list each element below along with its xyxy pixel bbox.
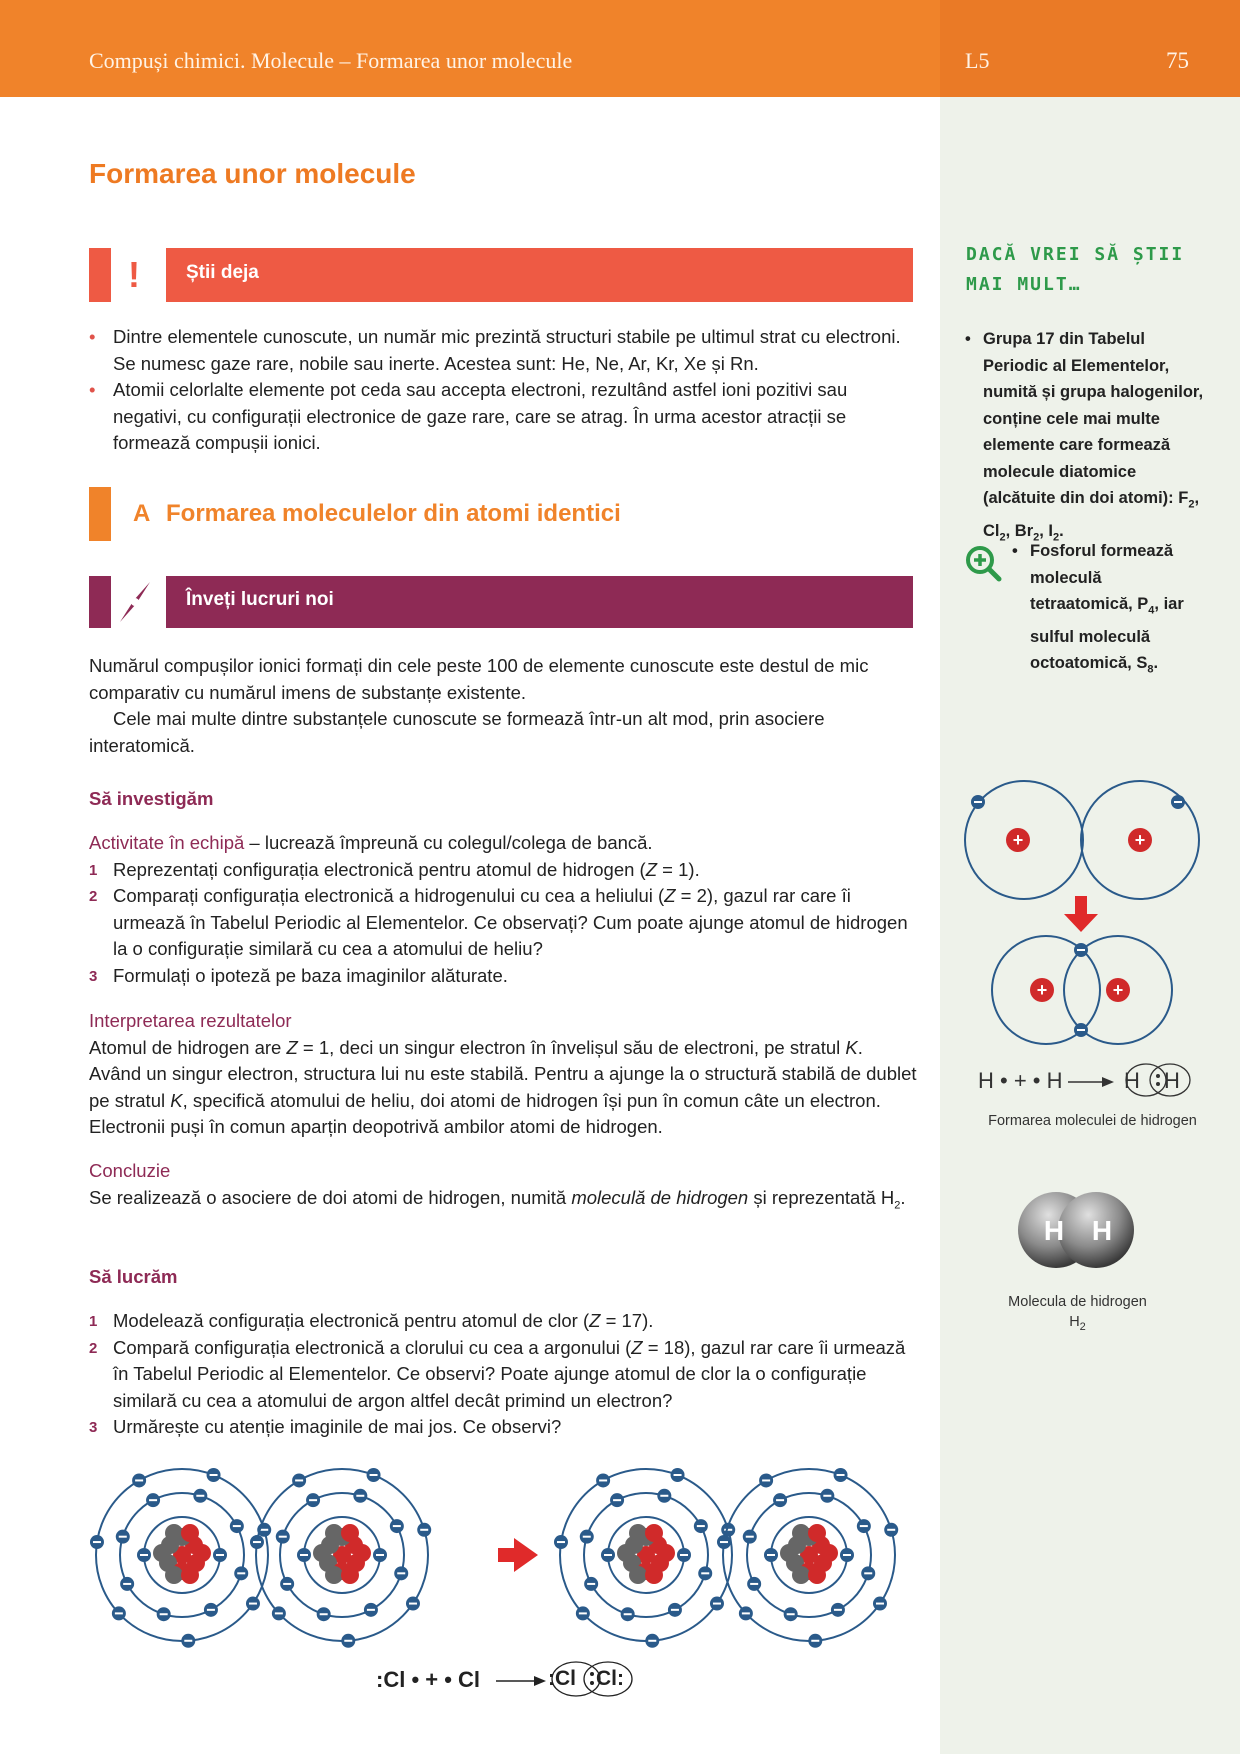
arrow-right-icon [496, 1673, 546, 1689]
list-item: • Fosforul formează moleculă tetraatomică, $P_4$, iar sulful moleculă octoatomică, $S_8$. [1012, 538, 1202, 683]
activity-line [89, 830, 917, 857]
electron-minus [887, 1529, 895, 1531]
electron-minus [674, 1474, 682, 1476]
nucleon [808, 1566, 826, 1584]
electron-minus [660, 1495, 668, 1497]
electron-minus [599, 1479, 607, 1481]
lewis-chlorine: :Cl • + • Cl [376, 1667, 481, 1692]
electron-minus [207, 1609, 215, 1611]
interpretare-block [89, 1008, 917, 1141]
electron-minus [253, 1541, 261, 1543]
electron-minus [283, 1583, 291, 1585]
electron-minus [720, 1541, 728, 1543]
electron-minus [811, 1640, 819, 1642]
electron-minus [579, 1612, 587, 1614]
electron-minus [93, 1541, 101, 1543]
sidebar-list-2 [1012, 538, 1202, 683]
paragraph: Atomul de hidrogen are Z = 1, deci un singur electron în învelișul său de electroni, pe stratul K. Având un singur electron, structura lui nu este stabilă. Pentru a ajunge la o structură stabilă de dublet pe stratul K, specifică atomului de heliu, doi atomi de hidrogen își pun în comun câte un electron. Electronii puși în comun aparțin deopotrivă ambilor atomi de hidrogen. [89, 1036, 917, 1137]
electron-minus [249, 1603, 257, 1605]
electron-minus [184, 1640, 192, 1642]
interpretare-title: Interpretarea rezultatelor [89, 1010, 292, 1031]
electron-minus [320, 1613, 328, 1615]
stii-deja-list [89, 324, 917, 457]
chlorine-atoms-diagram [86, 1460, 916, 1650]
list-item: • Grupa 17 din Tabelul Periodic al Elementelor, numită și grupa halogenilor, conține cele mai multe elemente care formează molecule diatomice (alcătuite din doi atomi): $F_2$, $Cl_2$, $Br_2$, $I_2$. [965, 326, 1205, 551]
nucleon [153, 1544, 171, 1562]
list-item: 2 Comparați configurația electronică a hidrogenului cu cea a heliului (Z = 2), gazul rar care îi urmează în Tabelul Periodic al Elementelor. Ce observați? Cum poate ajunge atomul de hidrogen la o configurație similară cu cea a atomului de heliu? [89, 885, 908, 959]
electron-minus [742, 1612, 750, 1614]
electron-minus [309, 1499, 317, 1501]
stii-deja-accent [89, 248, 111, 302]
nucleon [792, 1524, 810, 1542]
chlorine-atom [90, 1468, 271, 1648]
list-item: 2 Compară configurația electronică a clorului cu cea a argonului (Z = 18), gazul rar care îi urmează în Tabelul Periodic al Elementelor. Ce observi? Poate ajunge atomul de clor la o configurație similară cu cea a atomului de argon altfel decât primind un electron? [89, 1336, 906, 1411]
electron-minus [123, 1583, 131, 1585]
page-title: Formarea unor molecule [89, 158, 416, 189]
electron-minus [823, 1495, 831, 1497]
electron-minus [275, 1612, 283, 1614]
electron-minus [295, 1479, 303, 1481]
chlorine-atom [250, 1468, 431, 1648]
electron-minus [671, 1609, 679, 1611]
chlorine-atom [717, 1468, 898, 1648]
concluzie-block [89, 1158, 917, 1219]
nucleon [325, 1524, 343, 1542]
header-title: Compuși chimici. Molecule – Formarea unor molecule [89, 48, 573, 73]
electron-minus [409, 1603, 417, 1605]
nucleon [629, 1566, 647, 1584]
paragraph: Numărul compușilor ionici formați din cele peste 100 de elemente cunoscute este destul de mic comparativ cu numărul imens de substanțe existente. [89, 655, 869, 703]
electron-minus [697, 1525, 705, 1527]
nucleon [645, 1524, 663, 1542]
list-item: • Atomii celorlalte elemente pot ceda sau accepta electroni, rezultând astfel ioni pozitivi sau negativi, cu configurații electronice de gaze rare, care se atrag. În urma acestor atracții se formează compușii ionici. [89, 377, 917, 457]
investigam-title: Să investigăm [89, 788, 214, 809]
list-item: 3 Formulați o ipoteză pe baza imaginilor alăturate. [89, 964, 508, 986]
nucleon [181, 1566, 199, 1584]
nucleon [820, 1544, 838, 1562]
hydrogen-formation-caption: Formarea moleculei de hidrogen [988, 1113, 1197, 1129]
electron-minus [367, 1609, 375, 1611]
nucleon [617, 1544, 635, 1562]
lewis-cl2: :Cl Cl: [546, 1660, 638, 1698]
electron-minus [160, 1613, 168, 1615]
electron-minus [787, 1613, 795, 1615]
electron-minus [860, 1525, 868, 1527]
list-item: 1 Modelează configurația electronică pentru atomul de clor (Z = 17). [89, 1310, 654, 1331]
electron-minus [701, 1572, 709, 1574]
electron-minus [834, 1609, 842, 1611]
compass-icon [114, 578, 156, 626]
nucleon [353, 1544, 371, 1562]
electron-minus [300, 1554, 308, 1556]
nucleon [780, 1544, 798, 1562]
electron-minus [864, 1572, 872, 1574]
electron-minus [196, 1495, 204, 1497]
lewis-h2: H H [1118, 1062, 1198, 1098]
nucleon [313, 1544, 331, 1562]
section-a-letter: A [133, 500, 151, 527]
nucleon [808, 1524, 826, 1542]
arrow-down-icon [1075, 896, 1087, 916]
svg-text:+: + [1112, 980, 1124, 1000]
investigam-block [89, 830, 917, 989]
electron-minus [762, 1479, 770, 1481]
section-a-accent [89, 487, 111, 541]
lucram-title: Să lucrăm [89, 1266, 178, 1287]
nucleon [629, 1524, 647, 1542]
stii-deja-icon: ! [128, 254, 140, 295]
nucleon [193, 1544, 211, 1562]
electron-minus [746, 1536, 754, 1538]
electron-minus [237, 1572, 245, 1574]
electron-minus [843, 1554, 851, 1556]
nucleon [645, 1566, 663, 1584]
electron-minus [587, 1583, 595, 1585]
electron-minus [279, 1536, 287, 1538]
lewis-hydrogen: H • + • H [978, 1068, 1063, 1093]
nucleon [181, 1524, 199, 1542]
electron-minus [233, 1525, 241, 1527]
electron-minus [583, 1536, 591, 1538]
page-number: 75 [1166, 48, 1189, 73]
electron-minus [876, 1603, 884, 1605]
inveti-text [89, 653, 917, 759]
stii-deja-label: Știi deja [186, 262, 259, 283]
nucleon [657, 1544, 675, 1562]
electron-minus [776, 1499, 784, 1501]
hydrogen-atoms-diagram [950, 780, 1230, 1080]
electron-minus [613, 1499, 621, 1501]
arrow-right-icon [1068, 1074, 1114, 1090]
paragraph: Cele mai multe dintre substanțele cunoscute se formează într-un alt mod, prin asociere interatomică. [89, 708, 825, 756]
electron-minus [767, 1554, 775, 1556]
electron-minus [557, 1541, 565, 1543]
electron-minus [420, 1529, 428, 1531]
svg-text:+: + [1036, 980, 1048, 1000]
activity-label: Activitate în echipă [89, 832, 245, 853]
chlorine-atom [554, 1468, 735, 1648]
electron-minus [210, 1474, 218, 1476]
electron-minus [750, 1583, 758, 1585]
nucleon [165, 1524, 183, 1542]
electron-minus [344, 1640, 352, 1642]
concluzie-title: Concluzie [89, 1160, 171, 1181]
lucram-block [89, 1308, 917, 1441]
nucleon [341, 1524, 359, 1542]
electron-minus [713, 1603, 721, 1605]
list-item: • Dintre elementele cunoscute, un număr mic prezintă structuri stabile pe ultimul strat cu electroni. Se numesc gaze rare, nobile sau inerte. Acestea sunt: He, Ne, Ar, Kr, Xe și Rn. [89, 324, 917, 377]
paragraph: Se realizează o asociere de doi atomi de hidrogen, numită moleculă de hidrogen și reprezentată $H_2$. [89, 1186, 906, 1212]
list-item: 3 Urmărește cu atenție imaginile de mai jos. Ce observi? [89, 1416, 562, 1437]
electron-minus [119, 1536, 127, 1538]
electron-minus [624, 1613, 632, 1615]
svg-text:+: + [1012, 830, 1024, 850]
header-lesson: L5 [965, 48, 990, 73]
nucleon [341, 1566, 359, 1584]
inveti-accent [89, 576, 111, 628]
electron-minus [397, 1572, 405, 1574]
electron-minus [837, 1474, 845, 1476]
electron-minus [376, 1554, 384, 1556]
electron-minus [724, 1529, 732, 1531]
electron-minus [260, 1529, 268, 1531]
electron-minus [140, 1554, 148, 1556]
svg-text:+: + [1134, 830, 1146, 850]
svg-text:H: H [1091, 1215, 1113, 1246]
svg-text:H: H [1043, 1215, 1065, 1246]
stii-deja-banner [166, 248, 913, 302]
sidebar-heading: DACĂ VREI SĂ ȘTII MAI MULT… [966, 244, 1185, 295]
electron-minus [648, 1640, 656, 1642]
list-item: 1 Reprezentați configurația electronică pentru atomul de hidrogen (Z = 1). [89, 858, 700, 880]
nucleon [165, 1566, 183, 1584]
arrow-right-icon [498, 1538, 538, 1572]
electron-minus [115, 1612, 123, 1614]
h2-molecule-model [1014, 1190, 1138, 1270]
electron-minus [393, 1525, 401, 1527]
electron-minus [680, 1554, 688, 1556]
electron-minus [356, 1495, 364, 1497]
electron-minus [604, 1554, 612, 1556]
electron-minus [370, 1474, 378, 1476]
nucleon [792, 1566, 810, 1584]
nucleon [325, 1566, 343, 1584]
electron-minus [135, 1479, 143, 1481]
activity-rest: – lucrează împreună cu colegul/colega de bancă. [244, 832, 653, 853]
h2-molecule-caption: Molecula de hidrogen $H_2$ [1008, 1294, 1147, 1333]
electron-minus [149, 1499, 157, 1501]
inveti-label: Înveți lucruri noi [186, 589, 334, 610]
sidebar-list [965, 326, 1205, 551]
section-a-title: Formarea moleculelor din atomi identici [166, 500, 621, 527]
electron-minus [216, 1554, 224, 1556]
